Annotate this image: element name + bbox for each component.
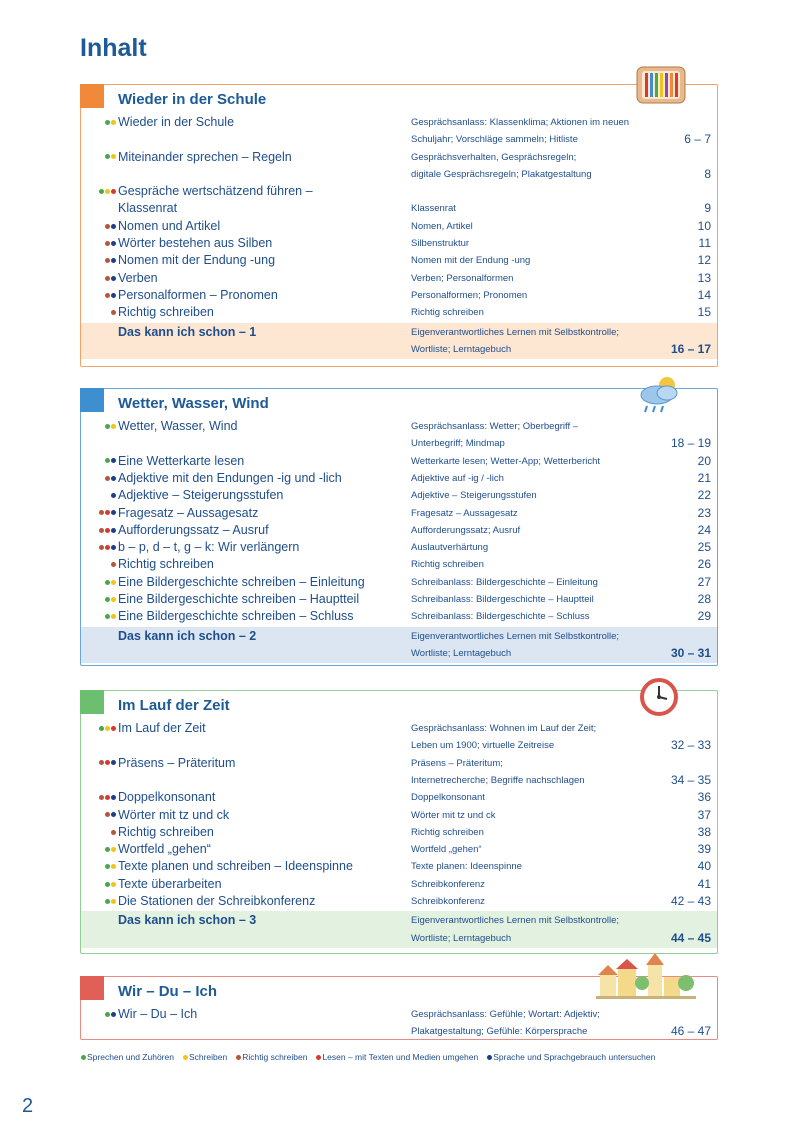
competence-dots [76, 470, 116, 487]
dot-green [105, 899, 110, 904]
entry-title: Wetter, Wasser, Wind [118, 419, 238, 433]
toc-entry[interactable] [81, 755, 717, 790]
toc-entry[interactable] [81, 893, 717, 910]
summary-row[interactable] [81, 627, 717, 664]
competence-dots [76, 755, 116, 772]
dot-red [105, 510, 110, 515]
competence-dots [76, 574, 116, 591]
entry-topic: Schreibkonferenz [411, 896, 485, 907]
competence-dots [76, 539, 116, 556]
competence-dots [76, 841, 116, 858]
page-ref: 34 – 35 [670, 772, 711, 787]
dot-blue [111, 224, 116, 229]
dot-brown [99, 510, 104, 515]
entry-title: Eine Bildergeschichte schreiben – Schluss [118, 609, 354, 624]
toc-entry[interactable] [81, 252, 717, 269]
entry-title: Miteinander sprechen – Regeln [118, 149, 292, 164]
page-ref: 12 [697, 253, 711, 268]
dot-blue [111, 528, 116, 533]
toc-entry[interactable] [81, 591, 717, 608]
section-3 [80, 690, 718, 954]
summary-topic: Eigenverantwortliches Lernen mit Selbstkontrolle; [411, 326, 620, 338]
dot-red [111, 189, 116, 194]
page-ref: 39 [697, 842, 711, 857]
summary-page-ref: 30 – 31 [670, 645, 711, 660]
dot-blue [111, 493, 116, 498]
section-accent [80, 976, 104, 1000]
toc-entry[interactable] [81, 789, 717, 806]
dot-yellow [111, 580, 116, 585]
pencil-case-icon [633, 63, 689, 112]
entry-topic: Richtig schreiben [411, 307, 484, 319]
dot-red [105, 528, 110, 533]
entry-title: Präsens – Präteritum [118, 755, 236, 770]
section-title: Wieder in der Schule [118, 91, 267, 108]
entry-title: Aufforderungssatz – Ausruf [118, 522, 269, 537]
competence-dots [76, 1006, 116, 1023]
toc-entry[interactable] [81, 418, 717, 453]
dot-blue [111, 812, 116, 817]
entry-topic: Schreibanlass: Bildergeschichte – Hauptteil [411, 594, 594, 605]
toc-entry[interactable] [81, 470, 717, 487]
page-ref: 23 [697, 505, 711, 520]
page-ref: 26 [697, 557, 711, 572]
toc-entry[interactable] [81, 453, 717, 470]
entry-title: Im Lauf der Zeit [118, 721, 206, 735]
competence-dots [76, 218, 116, 235]
dot-blue [111, 760, 116, 765]
dot-brown [105, 258, 110, 263]
dot-green [105, 154, 110, 159]
page-ref: 24 [697, 522, 711, 537]
dot-yellow [111, 614, 116, 619]
competence-dots [76, 608, 116, 625]
dot-yellow [111, 864, 116, 869]
page-ref: 40 [697, 859, 711, 874]
entry-topic: Wörter mit tz und ck [411, 809, 496, 821]
entry-topic: Auslautverhärtung [411, 542, 489, 554]
toc-entry[interactable] [81, 487, 717, 504]
entry-topic: Gesprächsanlass: Klassenklima; Aktionen im neuen [411, 117, 630, 128]
entry-topic: Präsens – Präteritum; [411, 757, 503, 769]
dot-yellow [105, 189, 110, 194]
entry-title: Verben [118, 270, 158, 285]
section-title: Im Lauf der Zeit [118, 697, 230, 714]
entry-title: Wir – Du – Ich [118, 1007, 198, 1021]
entry-topic: digitale Gesprächsregeln; Plakatgestaltung [411, 168, 592, 180]
page-ref: 28 [697, 592, 711, 606]
entry-topic: Nomen, Artikel [411, 220, 473, 232]
entry-title: Eine Bildergeschichte schreiben – Hauptteil [118, 592, 360, 606]
dot-brown [105, 276, 110, 281]
dot-blue [111, 545, 116, 550]
legend-item-red [315, 1052, 478, 1062]
dot-red [111, 726, 116, 731]
dot-red [105, 795, 110, 800]
toc-entry[interactable] [81, 556, 717, 573]
entry-topic: Gesprächsanlass: Gefühle; Wortart: Adjektiv; [411, 1009, 600, 1020]
page-ref: 25 [697, 540, 711, 555]
dot-brown [105, 224, 110, 229]
section-title: Wir – Du – Ich [118, 983, 218, 1000]
legend-label: Schreiben [188, 1052, 228, 1062]
page-ref: 6 – 7 [684, 132, 711, 147]
entry-title: Eine Wetterkarte lesen [118, 453, 245, 468]
legend-label: Sprache und Sprachgebrauch untersuchen [493, 1052, 656, 1062]
dot-green [81, 1055, 86, 1060]
dot-brown [105, 293, 110, 298]
summary-page-ref: 44 – 45 [670, 930, 711, 945]
section-4 [80, 976, 718, 1040]
dot-yellow [105, 726, 110, 731]
toc-entry[interactable] [81, 876, 717, 893]
dot-yellow [111, 882, 116, 887]
entry-title: Gespräche wertschätzend führen – [118, 184, 313, 199]
summary-title: Das kann ich schon – 1 [118, 324, 257, 339]
competence-dots [76, 235, 116, 252]
page-number: 2 [22, 1095, 34, 1117]
dot-brown [105, 241, 110, 246]
competence-dots [76, 824, 116, 841]
entry-topic: Wetterkarte lesen; Wetter-App; Wetterbericht [411, 455, 601, 467]
entry-topic: Schuljahr; Vorschläge sammeln; Hitliste [411, 134, 578, 146]
entry-topic: Internetrecherche; Begriffe nachschlagen [411, 774, 585, 786]
toc-entry[interactable] [81, 807, 717, 824]
section-title: Wetter, Wasser, Wind [118, 395, 269, 412]
entry-title: Richtig schreiben [118, 824, 214, 839]
competence-dots [76, 522, 116, 539]
competence-dots [76, 287, 116, 304]
entry-topic: Richtig schreiben [411, 826, 484, 838]
dot-yellow [111, 154, 116, 159]
competence-dots [76, 487, 116, 504]
entry-topic: Aufforderungssatz; Ausruf [411, 524, 521, 536]
dot-yellow [111, 597, 116, 602]
toc-entry[interactable] [81, 235, 717, 252]
dot-brown [99, 545, 104, 550]
entry-title: Texte überarbeiten [118, 876, 222, 891]
legend [80, 1052, 663, 1062]
toc-entry[interactable] [81, 218, 717, 235]
entry-title: Wörter mit tz und ck [118, 807, 230, 822]
page-ref: 42 – 43 [670, 894, 711, 908]
dot-brown [99, 795, 104, 800]
dot-yellow [111, 424, 116, 429]
summary-title: Das kann ich schon – 2 [118, 628, 257, 643]
legend-item-yellow [182, 1052, 227, 1062]
page-ref: 38 [697, 824, 711, 839]
legend-label: Richtig schreiben [242, 1052, 308, 1062]
entry-title: Texte planen und schreiben – Ideenspinne [118, 859, 353, 874]
entry-topic: Schreibanlass: Bildergeschichte – Schluss [411, 611, 590, 623]
summary-page-ref: 16 – 17 [670, 341, 711, 356]
toc-entry[interactable] [81, 149, 717, 184]
entry-topic: Richtig schreiben [411, 559, 484, 571]
entry-topic: Plakatgestaltung; Gefühle: Körpersprache [411, 1026, 588, 1038]
entry-title: Personalformen – Pronomen [118, 288, 278, 302]
dot-blue [111, 1012, 116, 1017]
entry-title: Adjektive – Steigerungsstufen [118, 488, 284, 503]
legend-label: Sprechen und Zuhören [87, 1052, 174, 1062]
page-ref: 14 [697, 288, 711, 302]
competence-dots [76, 418, 116, 435]
toc-entry[interactable] [81, 824, 717, 841]
dot-green [105, 120, 110, 125]
competence-dots [76, 304, 116, 321]
entry-topic: Unterbegriff; Mindmap [411, 438, 505, 450]
entry-title: Richtig schreiben [118, 557, 214, 572]
toc-entry[interactable] [81, 858, 717, 875]
page-ref: 10 [697, 218, 711, 233]
competence-dots [76, 505, 116, 522]
dot-green [105, 614, 110, 619]
page-ref: 32 – 33 [670, 738, 711, 753]
entry-title: Fragesatz – Aussagesatz [118, 505, 259, 520]
section-1 [80, 84, 718, 367]
toc-entry[interactable] [81, 114, 717, 149]
toc-entry[interactable] [81, 183, 717, 218]
toc-entry[interactable] [81, 608, 717, 625]
page-ref: 18 – 19 [670, 436, 711, 451]
entry-title: Klassenrat [118, 201, 178, 216]
dot-green [105, 1012, 110, 1017]
summary-topic: Eigenverantwortliches Lernen mit Selbstkontrolle; [411, 630, 620, 642]
dot-red [105, 545, 110, 550]
entry-topic: Nomen mit der Endung -ung [411, 255, 531, 267]
entry-topic: Schreibanlass: Bildergeschichte – Einleitung [411, 576, 598, 588]
entry-topic: Adjektive – Steigerungsstufen [411, 490, 537, 502]
dot-brown [111, 310, 116, 315]
toc-entry[interactable] [81, 287, 717, 304]
competence-dots [76, 149, 116, 166]
page-ref: 15 [697, 305, 711, 320]
dot-blue [111, 510, 116, 515]
dot-blue [487, 1055, 492, 1060]
dot-green [105, 847, 110, 852]
page-ref: 9 [704, 201, 711, 216]
dot-brown [111, 562, 116, 567]
legend-item-green [80, 1052, 174, 1062]
toc-entry[interactable] [81, 574, 717, 591]
toc-entry[interactable] [81, 1006, 717, 1041]
entry-topic: Wortfeld „gehen“ [411, 844, 482, 856]
page-ref: 13 [697, 270, 711, 285]
entry-title: Wieder in der Schule [118, 115, 235, 129]
legend-item-blue [486, 1052, 655, 1062]
toc-entry[interactable] [81, 522, 717, 539]
dot-green [105, 458, 110, 463]
dot-yellow [183, 1055, 188, 1060]
page-ref: 29 [697, 609, 711, 624]
toc-entry[interactable] [81, 720, 717, 755]
dot-blue [111, 476, 116, 481]
entry-title: Nomen mit der Endung -ung [118, 253, 276, 268]
legend-label: Lesen – mit Texten und Medien umgehen [322, 1052, 479, 1062]
competence-dots [76, 876, 116, 893]
toc-entry[interactable] [81, 841, 717, 858]
toc-entry[interactable] [81, 270, 717, 287]
dot-green [105, 882, 110, 887]
entry-topic: Gesprächsanlass: Wohnen im Lauf der Zeit; [411, 723, 597, 734]
weather-cloud-icon [633, 373, 685, 422]
dot-blue [111, 795, 116, 800]
dot-brown [99, 528, 104, 533]
entry-topic: Klassenrat [411, 203, 456, 215]
dot-red [316, 1055, 321, 1060]
toc-entry[interactable] [81, 505, 717, 522]
entry-title: Wortfeld „gehen“ [118, 842, 211, 857]
entry-title: Eine Bildergeschichte schreiben – Einleitung [118, 574, 365, 589]
dot-brown [99, 760, 104, 765]
page-ref: 46 – 47 [670, 1024, 711, 1039]
legend-item-brown [235, 1052, 307, 1062]
page-ref: 27 [697, 574, 711, 589]
competence-dots [76, 858, 116, 875]
dot-green [99, 726, 104, 731]
entry-topic: Leben um 1900; virtuelle Zeitreise [411, 740, 555, 752]
dot-blue [111, 458, 116, 463]
dot-blue [111, 258, 116, 263]
toc-entry[interactable] [81, 539, 717, 556]
page-ref: 20 [697, 453, 711, 468]
entry-topic: Personalformen; Pronomen [411, 290, 528, 301]
toc-entry[interactable] [81, 304, 717, 321]
competence-dots [76, 252, 116, 269]
dot-blue [111, 241, 116, 246]
dot-brown [111, 830, 116, 835]
summary-topic: Wortliste; Lerntagebuch [411, 647, 512, 659]
summary-topic: Eigenverantwortliches Lernen mit Selbstkontrolle; [411, 915, 620, 927]
summary-topic: Wortliste; Lerntagebuch [411, 343, 512, 355]
page-ref: 37 [697, 807, 711, 822]
section-2 [80, 388, 718, 666]
competence-dots [76, 183, 116, 200]
entry-title: Wörter bestehen aus Silben [118, 236, 273, 251]
entry-title: Nomen und Artikel [118, 218, 221, 233]
entry-topic: Gesprächsverhalten, Gesprächsregeln; [411, 151, 577, 163]
summary-topic: Wortliste; Lerntagebuch [411, 932, 512, 944]
page-ref: 41 [697, 876, 711, 891]
competence-dots [76, 591, 116, 608]
entry-topic: Fragesatz – Aussagesatz [411, 507, 518, 519]
entry-topic: Silbenstruktur [411, 238, 470, 250]
competence-dots [76, 556, 116, 573]
entry-title: Adjektive mit den Endungen -ig und -lich [118, 470, 342, 485]
dot-blue [111, 276, 116, 281]
competence-dots [76, 893, 116, 910]
entry-topic: Gesprächsanlass: Wetter; Oberbegriff – [411, 421, 579, 432]
entry-topic: Texte planen: Ideenspinne [411, 861, 522, 873]
entry-title: Richtig schreiben [118, 305, 214, 320]
entry-topic: Doppelkonsonant [411, 792, 485, 804]
dot-yellow [111, 847, 116, 852]
dot-brown [105, 476, 110, 481]
entry-topic: Schreibkonferenz [411, 878, 485, 890]
entry-title: b – p, d – t, g – k: Wir verlängern [118, 540, 300, 555]
page-ref: 11 [698, 236, 711, 251]
dot-green [105, 580, 110, 585]
dot-green [105, 864, 110, 869]
page-ref: 21 [697, 470, 711, 485]
competence-dots [76, 114, 116, 131]
page-ref: 22 [697, 488, 711, 503]
dot-brown [105, 812, 110, 817]
dot-green [99, 189, 104, 194]
section-accent [80, 84, 104, 108]
section-accent [80, 690, 104, 714]
page-title: Inhalt [80, 34, 147, 62]
page-ref: 8 [704, 166, 711, 181]
summary-title: Das kann ich schon – 3 [118, 913, 257, 928]
summary-row[interactable] [81, 323, 717, 360]
competence-dots [76, 453, 116, 470]
competence-dots [76, 789, 116, 806]
clock-icon [639, 677, 679, 722]
competence-dots [76, 807, 116, 824]
competence-dots [76, 720, 116, 737]
competence-dots [76, 270, 116, 287]
entry-title: Die Stationen der Schreibkonferenz [118, 894, 316, 908]
dot-yellow [111, 120, 116, 125]
dot-yellow [111, 899, 116, 904]
page-ref: 36 [697, 790, 711, 805]
dot-green [105, 424, 110, 429]
houses-icon [596, 953, 696, 1004]
dot-green [105, 597, 110, 602]
section-accent [80, 388, 104, 412]
entry-topic: Adjektive auf -ig / -lich [411, 472, 504, 484]
dot-brown [236, 1055, 241, 1060]
entry-topic: Verben; Personalformen [411, 272, 514, 284]
dot-red [105, 760, 110, 765]
dot-blue [111, 293, 116, 298]
entry-title: Doppelkonsonant [118, 790, 216, 805]
summary-row[interactable] [81, 911, 717, 948]
